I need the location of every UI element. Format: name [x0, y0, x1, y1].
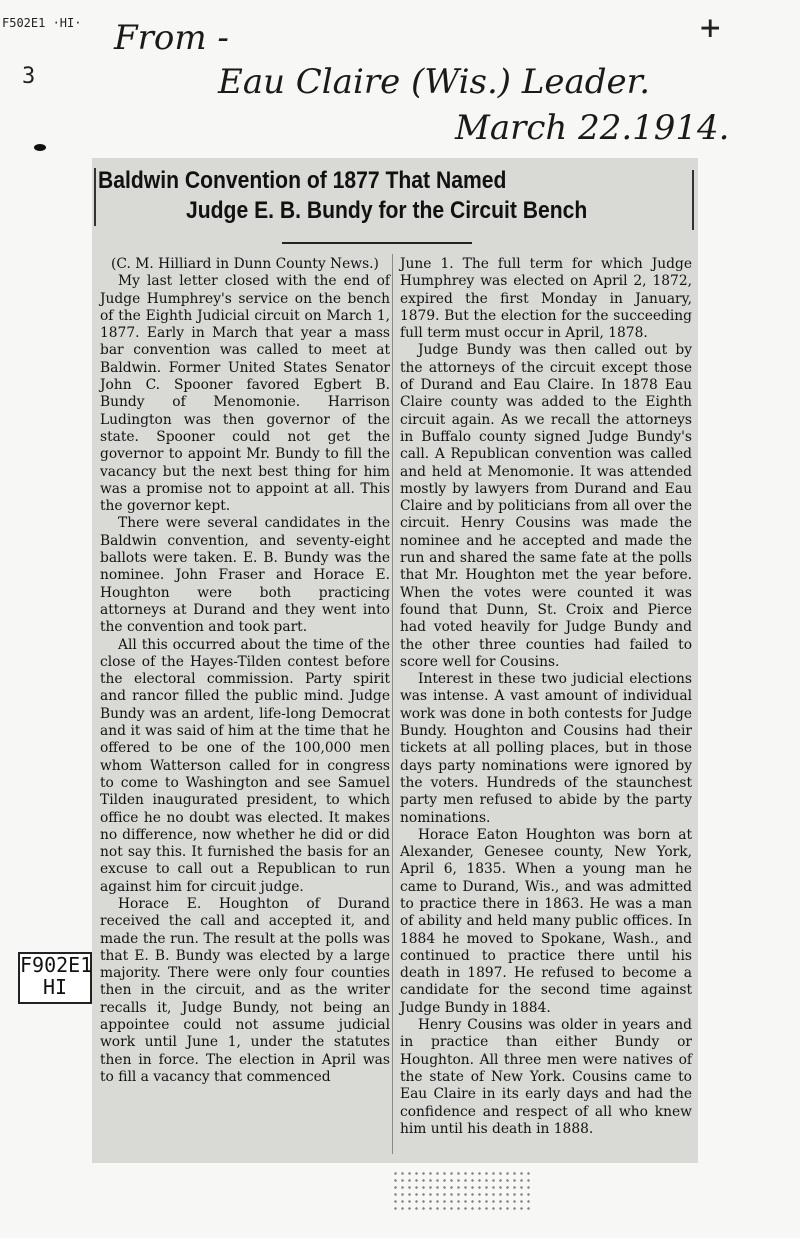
paragraph: Judge Bundy was then called out by the attorneys of the circuit except those of Durand and Eau Claire. In 1878 Eau Claire county was added to the Eighth circuit again. As we recall the attorneys in Buffalo county signed Judge Bundy's call. A Republican convention was called and held at Menomonie. It was attended mostly by lawyers from Durand and Eau Claire and by politicians from all over the circuit. Henry Cousins was made the nominee and he accepted and made the run and shared the same fate at the polls that Mr. Houghton met the year before. When the votes were counted it was found that Dunn, St. Croix and Pierce had voted heavily for Judge Bundy and the other three counties had failed to score well for Cousins. [400, 342, 692, 670]
headline [98, 166, 617, 226]
headline-bracket-left [94, 168, 96, 226]
handwritten-date: March 22.1914. [455, 108, 730, 148]
handwritten-from: From - [114, 18, 229, 58]
paragraph: Henry Cousins was older in years and in practice than either Bundy or Houghton. All three men were natives of the state of New York. Cousins came to Eau Claire in its early days and had the confidence and respect of all who knew him until his death in 1888. [400, 1017, 692, 1137]
headline-bracket-right [692, 170, 694, 230]
catalog-code-top: F502E1 ·HI· [2, 16, 82, 30]
paragraph: My last letter closed with the end of Judge Humphrey's service on the bench of the Eighth Judicial circuit on March 1, 1877. Early in March that year a mass bar convention was called to meet at Baldwin. Former United States Senator John C. Spooner favored Egbert B. Bundy of Menomonie. Harrison Ludington was then governor of the state. Spooner could not get the governor to appoint Mr. Bundy to fill the vacancy but the next best thing for him was a promise not to appoint at all. This the governor kept. [100, 273, 390, 515]
headline-rule [282, 242, 472, 244]
punch-hole [34, 144, 46, 151]
column-divider [392, 254, 393, 1154]
left-column [100, 256, 390, 1086]
headline-line1: Baldwin Convention of 1877 That Named [98, 167, 507, 194]
newspaper-clipping [92, 158, 698, 1163]
paragraph: Horace Eaton Houghton was born at Alexander, Genesee county, New York, April 6, 1835. When a young man he came to Durand, Wis., and was admitted to practice there in 1863. He was a man of ability and held many public offices. In 1884 he moved to Spokane, Wash., and continued to practice there until his death in 1897. He refused to become a candidate for the second time against Judge Bundy in 1884. [400, 826, 692, 1016]
paragraph: Interest in these two judicial elections was intense. A vast amount of individual work was done in both contests for Judge Bundy. Houghton and Cousins had their tickets at all polling places, but in those days party nominations were ignored by the voters. Hundreds of the staunchest party men refused to abide by the party nominations. [400, 671, 692, 826]
paragraph: All this occurred about the time of the close of the Hayes-Tilden contest before the electoral commission. Party spirit and rancor filled the public mind. Judge Bundy was an ardent, life-long Democrat and it was said of him at the time that he offered to be one of the 100,000 men whom Watterson called for in congress to come to Washington and see Samuel Tilden inaugurated president, to which office he no doubt was elected. It makes no difference, now whether he did or did not say this. It furnished the basis for an excuse to call out a Republican to run against him for circuit judge. [100, 636, 390, 895]
corner-mark: + [700, 8, 721, 48]
perforated-stamp [392, 1170, 532, 1210]
handwritten-source: Eau Claire (Wis.) Leader. [218, 62, 651, 102]
side-catalog-code [18, 952, 92, 1004]
side-code-line2: HI [42, 975, 68, 999]
headline-line2: Judge E. B. Bundy for the Circuit Bench [186, 197, 588, 224]
paragraph: June 1. The full term for which Judge Humphrey was elected on April 2, 1872, expired the first Monday in January, 1879. But the election for the succeeding full term must occur in April, 1878. [400, 256, 692, 342]
paragraph: There were several candidates in the Baldwin convention, and seventy-eight ballots were taken. E. B. Bundy was the nominee. John Fraser and Horace E. Houghton were both practicing attorneys at Durand and they went into the convention and took part. [100, 515, 390, 636]
side-code-line1: F902E1 [20, 953, 93, 977]
paragraph: Horace E. Houghton of Durand received the call and accepted it, and made the run. The result at the polls was that E. B. Bundy was elected by a large majority. There were only four counties then in the circuit, and as the writer recalls it, Judge Bundy, not being an appointee could not assume judicial work until June 1, under the statutes then in force. The election in April was to fill a vacancy that commenced [100, 895, 390, 1085]
catalog-number: 3 [22, 64, 36, 89]
right-column [400, 256, 692, 1138]
byline: (C. M. Hilliard in Dunn County News.) [111, 256, 379, 272]
